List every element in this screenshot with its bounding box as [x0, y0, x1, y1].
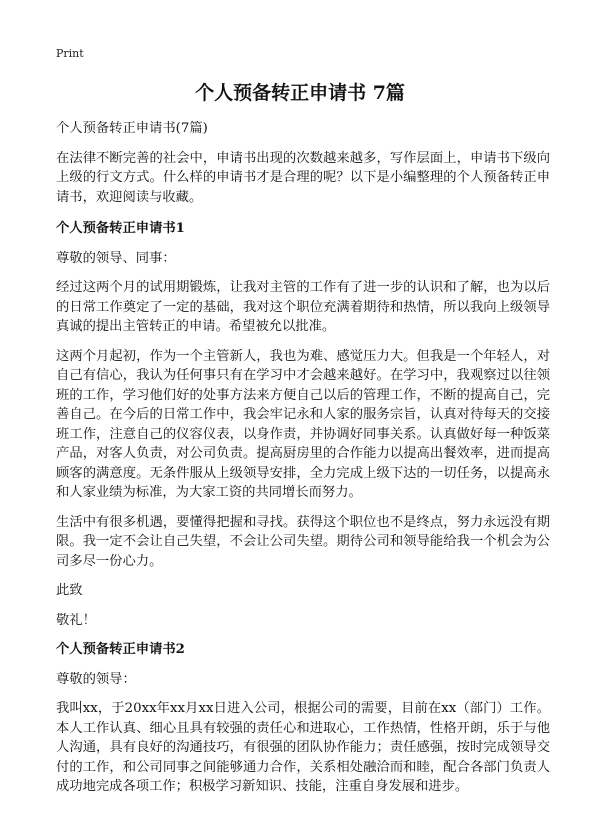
section-2: [56, 640, 550, 797]
section-heading: 个人预备转正申请书1: [56, 221, 185, 236]
body-paragraph: 生活中有很多机遇，要懂得把握和寻找。获得这个职位也不是终点，努力永远没有期限。我一定不会让自己失望，不会让公司失望。期待公司和领导能给我一个机会为公司多尽一份心力。: [56, 514, 550, 569]
document-body: [56, 119, 550, 797]
body-paragraph: 我叫xx，于20xx年xx月xx日进入公司，根据公司的需要，目前在xx（部门）工作。本人工作认真、细心且具有较强的责任心和进取心，工作热情，性格开朗，乐于与他人沟通，具有良好的沟通技巧，有很强的团队协作能力；责任感强，按时完成领导交付的工作，和公司同事之间能够通力合作，关系相处融洽而和睦，配合各部门负责人成功地完成各项工作；积极学习新知识、技能，注重自身发展和进步。: [56, 701, 550, 794]
salutation: 尊敬的领导、同事：: [56, 250, 176, 266]
section-heading: 个人预备转正申请书2: [56, 642, 185, 657]
section-1: [56, 219, 550, 640]
body-paragraph: 这两个月起初，作为一个主管新人，我也为难、感觉压力大。但我是一个年轻人，对自己有信心，我认为任何事只有在学习中才会越来越好。在学习中，我观察过以往领班的工作，学习他们好的处事方法来方便自己以后的管理工作，不断的提高自己，完善自己。在今后的日常工作中，我会牢记永和人家的服务宗旨，认真对待每天的交接班工作，注意自己的仪容仪表，以身作责，并协调好同事关系。认真做好每一种饭菜产品，对客人负责，对公司负责。提高厨房里的合作能力以提高出餐效率，进而提高顾客的满意度。无条件服从上级领导安排，全力完成上级下达的一切任务，以提高永和人家业绩为标准，为大家工资的共同增长而努力。: [56, 348, 550, 500]
closing-line: 敬礼！: [56, 612, 96, 628]
salutation: 尊敬的领导：: [56, 671, 136, 687]
print-label: Print: [56, 47, 84, 60]
intro-paragraph: 在法律不断完善的社会中，申请书出现的次数越来越多，写作层面上，申请书下级向上级的行文方式。什么样的申请书才是合理的呢？以下是小编整理的个人预备转正申请书，欢迎阅读与收藏。: [56, 150, 550, 205]
closing-line: 此致: [56, 583, 83, 598]
document-title: 个人预备转正申请书 7篇: [195, 82, 405, 104]
intro-subtitle: 个人预备转正申请书(7篇): [56, 121, 208, 136]
body-paragraph: 经过这两个月的试用期锻炼，让我对主管的工作有了进一步的认识和了解，也为以后的日常工作奠定了一定的基础，我对这个职位充满着期待和热情，所以我向上级领导真诚的提出主管转正的申请。希望被允以批准。: [56, 280, 550, 334]
